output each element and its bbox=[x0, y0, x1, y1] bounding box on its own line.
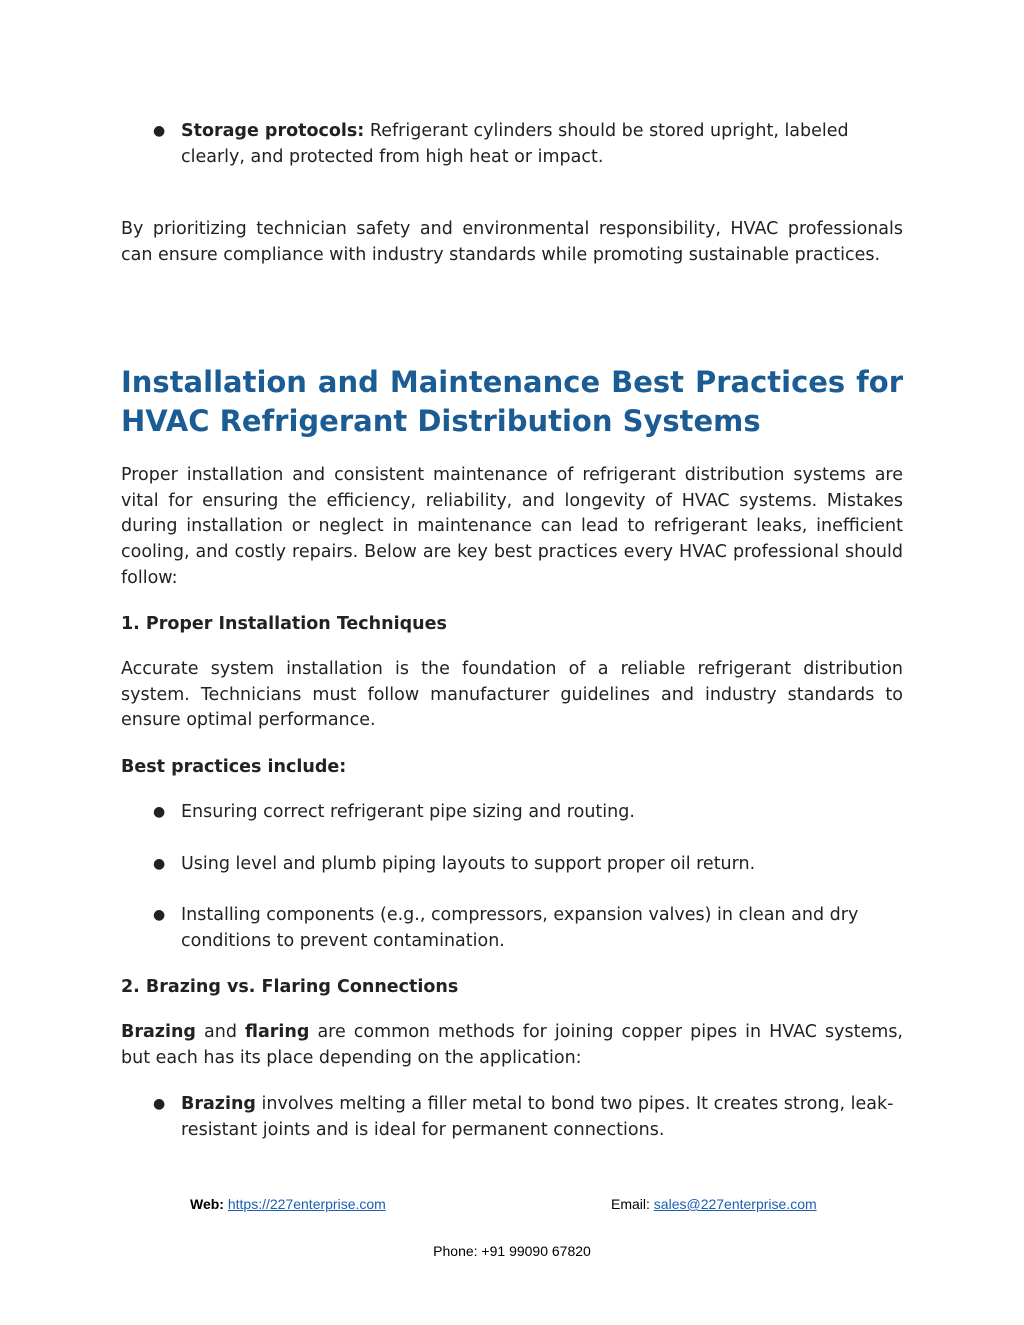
paragraph-intro-text: Proper installation and consistent maintenance of refrigerant distribution systems are vital for ensuring the efficiency, reliability, and longevity of HVAC systems. Mistakes during installation or neglect in maintenance can lead to refrigerant leaks, inefficient cooling, and costly repairs. Below are key best practices every HVAC professional should follow: bbox=[121, 465, 903, 588]
paragraph-safety bbox=[121, 217, 903, 268]
list-item-text: Using level and plumb piping layouts to support proper oil return. bbox=[181, 854, 756, 874]
bullet-icon: ● bbox=[153, 123, 166, 139]
bold-term-flaring: flaring bbox=[244, 1022, 310, 1042]
subheading-brazing-text: 2. Brazing vs. Flaring Connections bbox=[121, 977, 459, 997]
connector-text: and bbox=[195, 1022, 245, 1042]
list-item-bold-label: Storage protocols: bbox=[181, 121, 365, 141]
list-item-text: Installing components (e.g., compressors, expansion valves) in clean and dry conditions to prevent contamination. bbox=[181, 905, 859, 951]
best-practices-label bbox=[121, 755, 903, 780]
subheading-brazing bbox=[121, 975, 903, 1000]
best-practices-label-text: Best practices include: bbox=[121, 757, 347, 777]
paragraph-intro bbox=[121, 463, 903, 592]
list-item bbox=[121, 119, 903, 170]
footer-web-link[interactable]: https://227enterprise.com bbox=[227, 1196, 386, 1212]
paragraph-installation bbox=[121, 657, 903, 734]
subheading-installation-text: 1. Proper Installation Techniques bbox=[121, 614, 447, 634]
bullet-icon: ● bbox=[153, 804, 166, 820]
list-item-body: involves melting a filler metal to bond two pipes. It creates strong, leak-resistant joints and is ideal for permanent connections. bbox=[181, 1094, 894, 1140]
bullet-icon: ● bbox=[153, 1096, 166, 1112]
footer-phone-text: Phone: +91 99090 67820 bbox=[433, 1243, 591, 1259]
list-item-body: Refrigerant cylinders should be stored upright, labeled clearly, and protected from high heat or impact. bbox=[181, 121, 849, 167]
bold-term-brazing: Brazing bbox=[121, 1022, 196, 1042]
list-item bbox=[121, 903, 903, 954]
footer-phone bbox=[0, 1243, 1024, 1259]
paragraph-rest: are common methods for joining copper pipes in HVAC systems, but each has its place depending on the application: bbox=[121, 1022, 903, 1068]
paragraph-brazing-flaring-text bbox=[121, 1020, 903, 1071]
paragraph-installation-text: Accurate system installation is the foundation of a reliable refrigerant distribution system. Technicians must follow manufacturer guidelines and industry standards to ensure optimal performance. bbox=[121, 659, 903, 731]
list-item-bold-label: Brazing bbox=[181, 1094, 256, 1114]
footer-web-label: Web: bbox=[190, 1196, 224, 1212]
list-item bbox=[121, 852, 903, 878]
list-item bbox=[121, 800, 903, 826]
footer-web bbox=[190, 1196, 386, 1212]
footer-email-label: Email: bbox=[611, 1196, 650, 1212]
list-item bbox=[121, 1092, 903, 1143]
subheading-installation bbox=[121, 612, 903, 637]
footer-email-link[interactable]: sales@227enterprise.com bbox=[653, 1196, 817, 1212]
bullet-icon: ● bbox=[153, 907, 166, 923]
page-title: Installation and Maintenance Best Practices for HVAC Refrigerant Distribution Systems bbox=[121, 365, 903, 438]
paragraph-safety-text: By prioritizing technician safety and environmental responsibility, HVAC professionals can ensure compliance with industry standards while promoting sustainable practices. bbox=[121, 219, 903, 265]
bullet-icon: ● bbox=[153, 856, 166, 872]
list-item-text bbox=[181, 119, 903, 170]
section-heading bbox=[121, 363, 903, 441]
paragraph-brazing-flaring bbox=[121, 1020, 903, 1071]
list-item-text bbox=[181, 1092, 903, 1143]
list-item-text: Ensuring correct refrigerant pipe sizing and routing. bbox=[181, 802, 635, 822]
footer-email bbox=[611, 1196, 817, 1212]
